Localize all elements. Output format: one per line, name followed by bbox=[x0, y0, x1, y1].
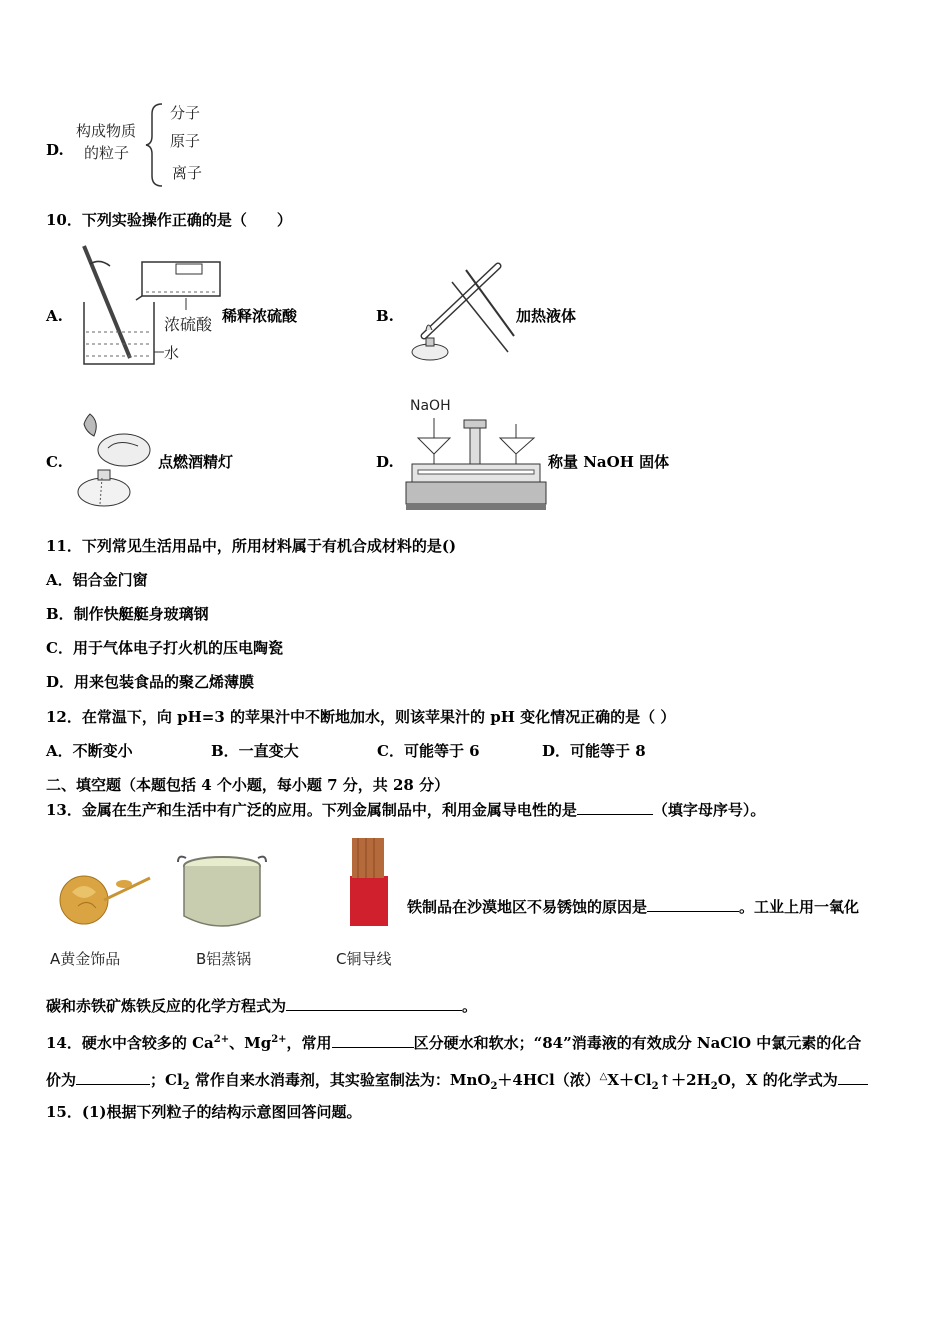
label-naoh: NaOH bbox=[410, 398, 451, 414]
q10-c-letter: C. bbox=[46, 453, 63, 471]
aluminum-pot-figure bbox=[176, 852, 268, 932]
q12-option-d: D．可能等于 8 bbox=[542, 742, 646, 760]
q14-line1: 14．硬水中含较多的 $Ca^{2+}$、$Mg^{2+}$，常用 区分硬水和软水；“84”消毒液的有效成分 NaClO 中氯元素的化合 bbox=[46, 1034, 862, 1052]
q10-a-letter: A. bbox=[46, 307, 63, 325]
q13-blank-2[interactable] bbox=[647, 897, 739, 912]
item-a-gold: A黄金饰品 bbox=[50, 950, 121, 968]
q11-option-b: B．制作快艇艇身玻璃钢 bbox=[46, 605, 209, 623]
q14-line2: 价为 ；$Cl_2$ 常作自来水消毒剂，其实验室制法为：MnO$_2$＋4HCl（浓）$^\triangle X+Cl_2↑+2H_2O$，X 的化学式为 bbox=[46, 1067, 868, 1097]
q13-line1: 铁制品在沙漠地区不易锈蚀的原因是 。工业上用一氧化 bbox=[407, 898, 860, 916]
copper-wire-figure bbox=[346, 836, 390, 928]
q11-option-a: A．铝合金门窗 bbox=[46, 571, 148, 589]
q12-option-a: A．不断变小 bbox=[46, 742, 133, 760]
q11-option-c: C．用于气体电子打火机的压电陶瓷 bbox=[46, 639, 283, 657]
brace-icon bbox=[144, 102, 166, 188]
balance-figure bbox=[404, 398, 548, 512]
section-fill-in-heading: 二、填空题（本题包括 4 个小题，每小题 7 分，共 28 分） bbox=[46, 776, 450, 794]
q11-stem: 11．下列常见生活用品中，所用材料属于有机合成材料的是() bbox=[46, 537, 457, 555]
q15-stem: 15．(1)根据下列粒子的结构示意图回答问题。 bbox=[46, 1103, 362, 1121]
q12-stem: 12．在常温下，向 pH=3 的苹果汁中不断地加水，则该苹果汁的 pH 变化情况正确的是（ ） bbox=[46, 708, 676, 726]
branch-ion: 离子 bbox=[172, 164, 203, 182]
item-b-aluminum: B铝蒸锅 bbox=[196, 950, 252, 968]
q14-blank-3[interactable] bbox=[838, 1070, 868, 1085]
q13-line2: 碳和赤铁矿炼铁反应的化学方程式为 。 bbox=[46, 997, 478, 1015]
test-tube-burner-icon bbox=[404, 256, 516, 368]
diagram-root-line1: 构成物质 bbox=[76, 122, 137, 140]
q10-d-letter: D. bbox=[376, 453, 394, 471]
q14-blank-2[interactable] bbox=[76, 1070, 150, 1085]
particle-brace-diagram bbox=[70, 98, 220, 190]
dilute-acid-figure bbox=[76, 240, 226, 370]
q10-d-caption: 称量 NaOH 固体 bbox=[548, 453, 670, 471]
steamer-pot-icon bbox=[176, 852, 268, 932]
q9-option-d-letter: D. bbox=[46, 141, 64, 159]
balance-scale-icon bbox=[404, 398, 548, 512]
q10-b-letter: B. bbox=[376, 307, 394, 325]
label-water: 水 bbox=[164, 344, 180, 362]
q13-blank-3[interactable] bbox=[286, 996, 462, 1011]
gold-rose-icon bbox=[52, 862, 152, 938]
q10-c-caption: 点燃酒精灯 bbox=[158, 453, 234, 471]
heat-liquid-figure bbox=[404, 256, 516, 368]
q14-blank-1[interactable] bbox=[332, 1033, 414, 1048]
q13-stem: 13．金属在生产和生活中有广泛的应用。下列金属制品中，利用金属导电性的是 （填字母序号）。 bbox=[46, 801, 766, 819]
branch-molecule: 分子 bbox=[170, 104, 201, 122]
copper-wire-icon bbox=[346, 836, 390, 928]
q12-option-b: B．一直变大 bbox=[211, 742, 299, 760]
label-conc-acid: 浓硫酸 bbox=[164, 315, 213, 334]
beaker-pour-icon bbox=[76, 240, 226, 370]
q10-stem: 10．下列实验操作正确的是（ ） bbox=[46, 211, 292, 229]
q12-option-c: C．可能等于 6 bbox=[377, 742, 480, 760]
q11-option-d: D．用来包装食品的聚乙烯薄膜 bbox=[46, 673, 255, 691]
q10-a-caption: 稀释浓硫酸 bbox=[222, 307, 298, 325]
diagram-root-line2: 的粒子 bbox=[84, 144, 130, 162]
q10-b-caption: 加热液体 bbox=[516, 307, 577, 325]
q13-blank-1[interactable] bbox=[577, 800, 653, 815]
branch-atom: 原子 bbox=[170, 132, 201, 150]
alcohol-lamp-icon bbox=[72, 408, 158, 512]
light-lamp-figure bbox=[72, 408, 158, 512]
item-c-copper: C铜导线 bbox=[336, 950, 392, 968]
gold-rose-figure bbox=[52, 862, 152, 938]
